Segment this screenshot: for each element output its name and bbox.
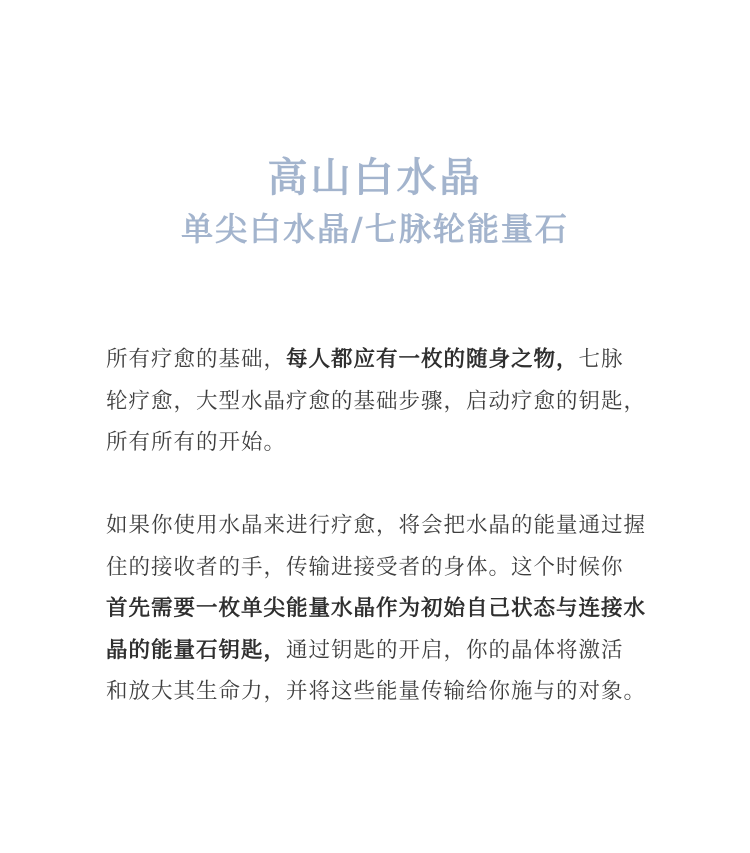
page-subtitle: 单尖白水晶/七脉轮能量石 [181, 210, 569, 248]
page-title: 高山白水晶 [267, 154, 483, 201]
intro-text-start: 所有疗愈的基础， [106, 347, 287, 372]
title-block [0, 150, 750, 252]
usage-text-end: 通过钥匙的开启，你的晶体将激活和放大其生命力，并将这些能量传输给你施与的对象。 [106, 637, 647, 704]
usage-text-start: 如果你使用水晶来进行疗愈，将会把水晶的能量通过握住的接收者的手，传输进接受者的身体。这个时候你 [106, 513, 647, 580]
intro-bold-text: 每人都应有一枚的随身之物， [286, 347, 579, 372]
usage-paragraph [106, 505, 646, 713]
intro-paragraph [106, 339, 646, 464]
intro-text-end: 七脉轮疗愈，大型水晶疗愈的基础步骤，启动疗愈的钥匙，所有所有的开始。 [106, 347, 647, 455]
usage-bold-text: 首先需要一枚单尖能量水晶作为初始自己状态与连接水晶的能量石钥匙， [106, 596, 647, 663]
